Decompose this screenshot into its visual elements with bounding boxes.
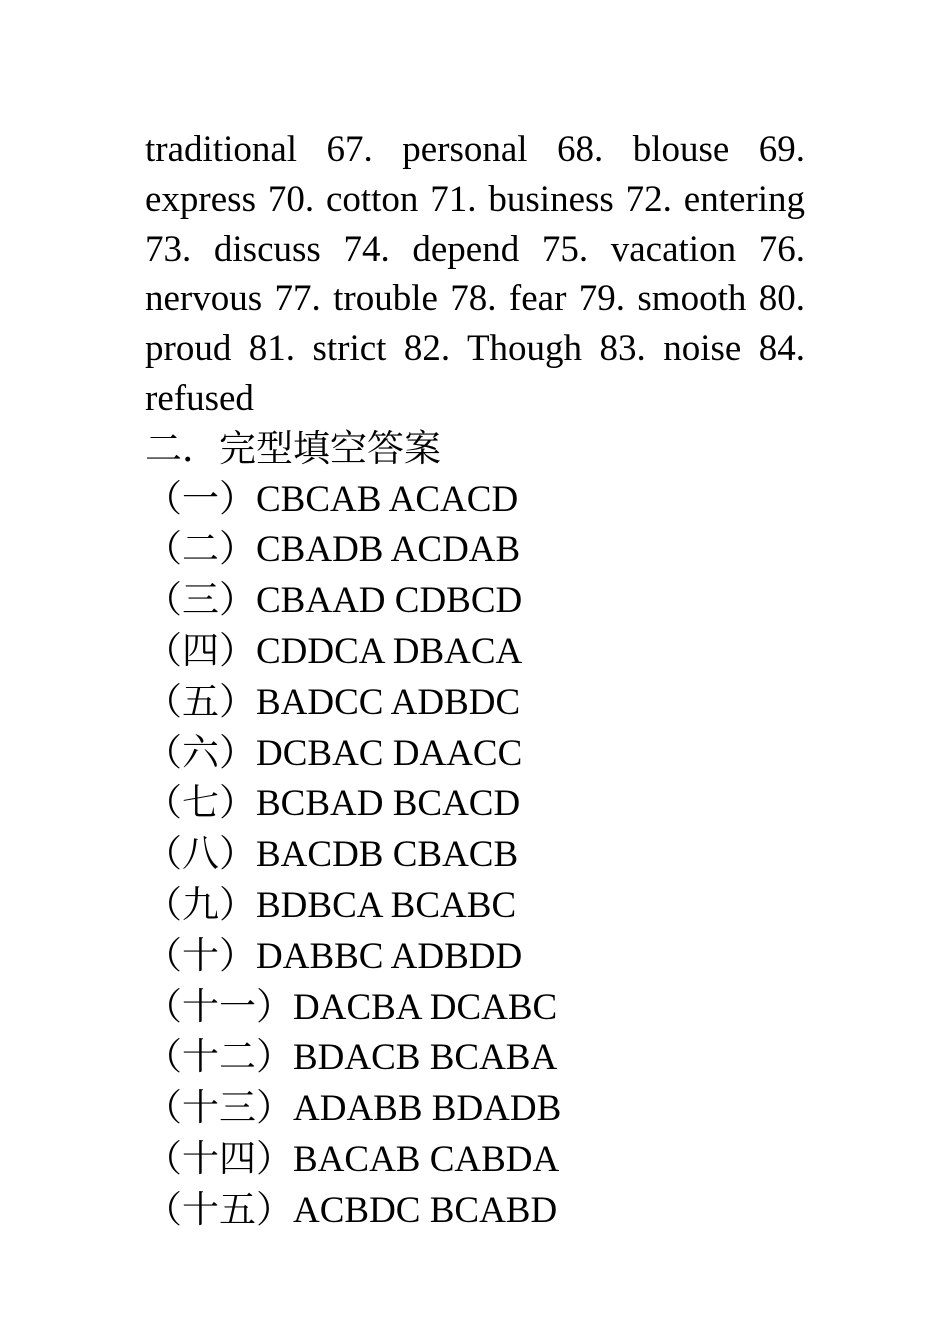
answer-key: BACAB CABDA	[293, 1138, 560, 1180]
answer-key: CDDCA DBACA	[256, 630, 523, 672]
answer-key: BACDB CBACB	[256, 834, 519, 876]
answer-key: CBADB ACDAB	[256, 529, 521, 571]
answer-row	[145, 880, 805, 931]
answer-row	[145, 474, 805, 525]
answer-key: ADABB BDADB	[293, 1088, 562, 1130]
answer-label: （二）	[145, 527, 256, 571]
answer-label: （一）	[145, 476, 256, 520]
vocab-answer-paragraph: traditional 67. personal 68. blouse 69. express 70. cotton 71. business 72. entering 73. discuss 74. depend 75. vacation 76. nervous 77. trouble 78. fear 79. smooth 80. proud 81. strict 82. Though 83. noise 84. refused	[145, 129, 805, 419]
answer-row	[145, 931, 805, 982]
answer-row	[145, 677, 805, 728]
answer-label: （四）	[145, 628, 256, 672]
answer-key: BDBCA BCABC	[256, 884, 517, 926]
answer-row	[145, 626, 805, 677]
answer-row	[145, 728, 805, 779]
answer-row	[145, 575, 805, 626]
answer-key: BDACB BCABA	[293, 1037, 558, 1079]
answer-row	[145, 1185, 805, 1236]
answer-label: （十二）	[145, 1035, 293, 1079]
answer-row	[145, 1083, 805, 1134]
answer-label: （八）	[145, 832, 256, 876]
answer-key: DABBC ADBDD	[256, 935, 523, 977]
answer-key: BCBAD BCACD	[256, 783, 521, 825]
answer-key: BADCC ADBDC	[256, 681, 521, 723]
answer-label: （五）	[145, 679, 256, 723]
answer-label: （三）	[145, 578, 256, 622]
answer-key: DACBA DCABC	[293, 986, 558, 1028]
answer-label: （七）	[145, 781, 256, 825]
answer-key: CBAAD CDBCD	[256, 580, 523, 622]
answer-label: （十）	[145, 933, 256, 977]
cloze-answer-list	[145, 474, 805, 1236]
answer-key: CBCAB ACACD	[256, 478, 519, 520]
answer-row	[145, 524, 805, 575]
answer-label: （九）	[145, 882, 256, 926]
answer-row	[145, 1032, 805, 1083]
answer-row	[145, 1134, 805, 1185]
answer-row	[145, 982, 805, 1033]
section-heading: 二．完型填空答案	[145, 426, 441, 470]
answer-row	[145, 829, 805, 880]
document-page	[145, 125, 805, 1236]
answer-row	[145, 778, 805, 829]
answer-label: （六）	[145, 730, 256, 774]
answer-key: ACBDC BCABD	[293, 1189, 558, 1231]
answer-label: （十三）	[145, 1086, 293, 1130]
answer-label: （十一）	[145, 984, 293, 1028]
answer-label: （十五）	[145, 1187, 293, 1231]
answer-label: （十四）	[145, 1136, 293, 1180]
answer-key: DCBAC DAACC	[256, 732, 523, 774]
